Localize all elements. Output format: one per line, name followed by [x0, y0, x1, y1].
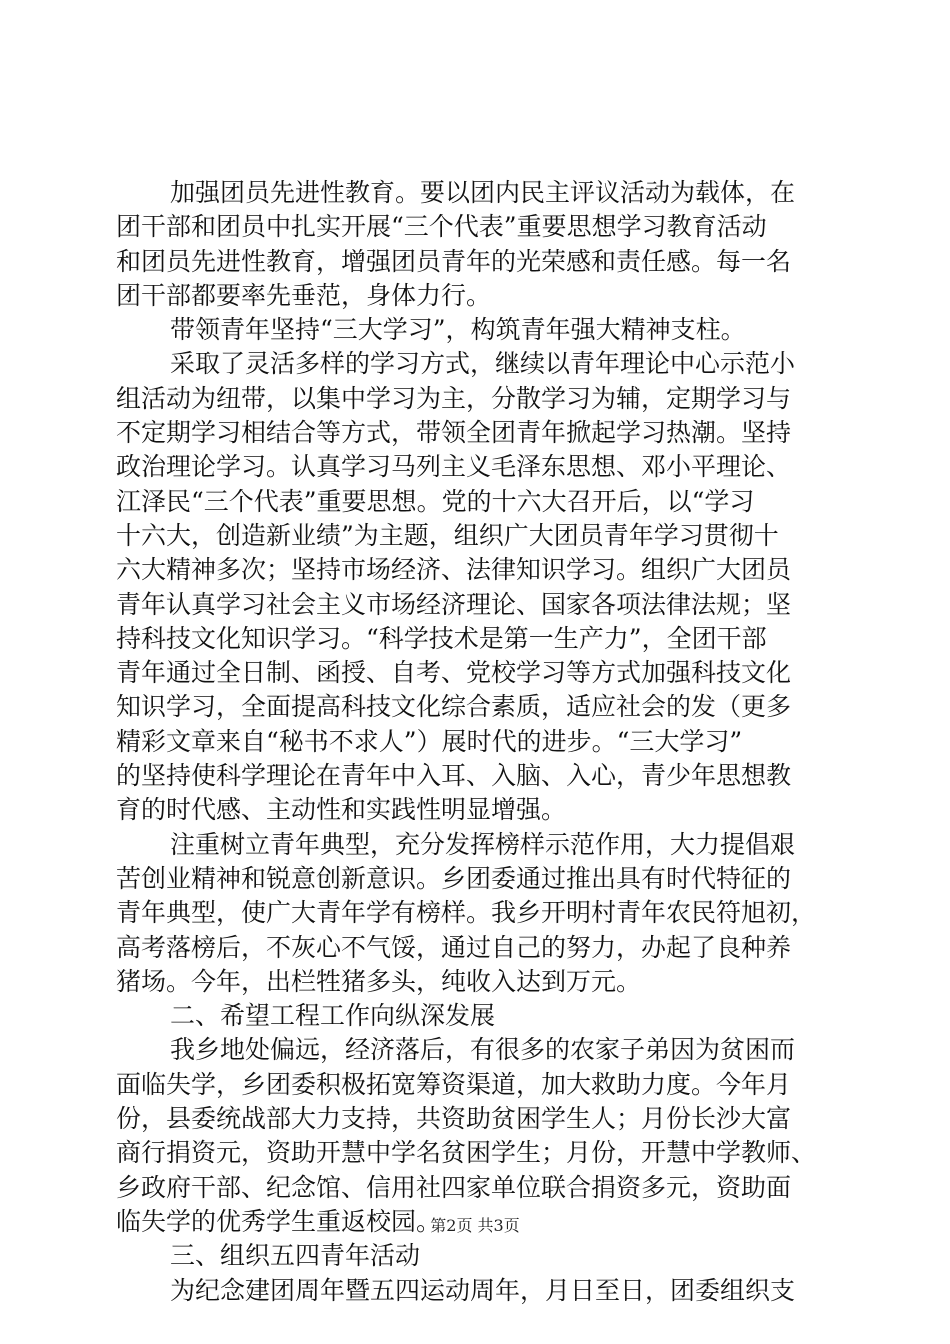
document-line: 江泽民“三个代表”重要思想。党的十六大召开后，以“学习 [116, 486, 755, 516]
document-line: 团干部都要率先垂范，身体力行。 [116, 280, 492, 310]
document-line: 育的时代感、主动性和实践性明显增强。 [116, 795, 567, 825]
document-line: 我乡地处偏远，经济落后，有很多的农家子弟因为贫困而 [170, 1035, 796, 1065]
document-line: 的坚持使科学理论在青年中入耳、入脑、入心，青少年思想教 [116, 761, 792, 791]
document-line: 苦创业精神和锐意创新意识。乡团委通过推出具有时代特征的 [116, 863, 792, 893]
document-line: 青年通过全日制、函授、自考、党校学习等方式加强科技文化 [116, 658, 792, 688]
document-line: 青年认真学习社会主义市场经济理论、国家各项法律法规；坚 [116, 589, 792, 619]
document-line: 份，县委统战部大力支持，共资助贫困学生人；月份长沙大富 [116, 1104, 792, 1134]
document-line: 团干部和团员中扎实开展“三个代表”重要思想学习教育活动 [116, 212, 767, 242]
document-line: 十六大，创造新业绩”为主题，组织广大团员青年学习贯彻十 [116, 520, 779, 550]
document-line: 三、组织五四青年活动 [170, 1241, 421, 1271]
document-line: 注重树立青年典型，充分发挥榜样示范作用，大力提倡艰 [170, 829, 796, 859]
document-line: 六大精神多次；坚持市场经济、法律知识学习。组织广大团员 [116, 555, 792, 585]
document-line: 和团员先进性教育，增强团员青年的光荣感和责任感。每一名 [116, 246, 792, 276]
document-line: 高考落榜后，不灰心不气馁，通过自己的努力，办起了良种养 [116, 932, 792, 962]
document-line: 精彩文章来自“秘书不求人”）展时代的进步。“三大学习” [116, 726, 743, 756]
document-line: 青年典型，使广大青年学有榜样。我乡开明村青年农民符旭初， [116, 898, 817, 928]
document-line: 采取了灵活多样的学习方式，继续以青年理论中心示范小 [170, 349, 796, 379]
document-line: 组活动为纽带，以集中学习为主，分散学习为辅，定期学习与 [116, 383, 792, 413]
document-line: 面临失学，乡团委积极拓宽筹资渠道，加大救助力度。今年月 [116, 1069, 792, 1099]
document-line: 政治理论学习。认真学习马列主义毛泽东思想、邓小平理论、 [116, 452, 792, 482]
document-line: 加强团员先进性教育。要以团内民主评议活动为载体，在 [170, 178, 796, 207]
document-body [116, 176, 836, 1308]
document-line: 带领青年坚持“三大学习”，构筑青年强大精神支柱。 [170, 315, 746, 345]
document-line: 为纪念建团周年暨五四运动周年，月日至日，团委组织支 [170, 1275, 796, 1305]
document-line: 乡政府干部、纪念馆、信用社四家单位联合捐资多元，资助面 [116, 1172, 792, 1202]
document-line: 持科技文化知识学习。“科学技术是第一生产力”，全团干部 [116, 623, 767, 653]
document-line: 猪场。今年，出栏牲猪多头，纯收入达到万元。 [116, 966, 642, 996]
document-line: 临失学的优秀学生重返校园。 [116, 1206, 442, 1236]
page-footer: 第2页 共3页 [430, 1216, 520, 1235]
document-line: 不定期学习相结合等方式，带领全团青年掀起学习热潮。坚持 [116, 418, 792, 448]
document-line: 知识学习，全面提高科技文化综合素质，适应社会的发（更多 [116, 692, 792, 722]
document-line: 二、希望工程工作向纵深发展 [170, 1001, 496, 1031]
document-line: 商行捐资元，资助开慧中学名贫困学生；月份，开慧中学教师、 [116, 1138, 817, 1168]
